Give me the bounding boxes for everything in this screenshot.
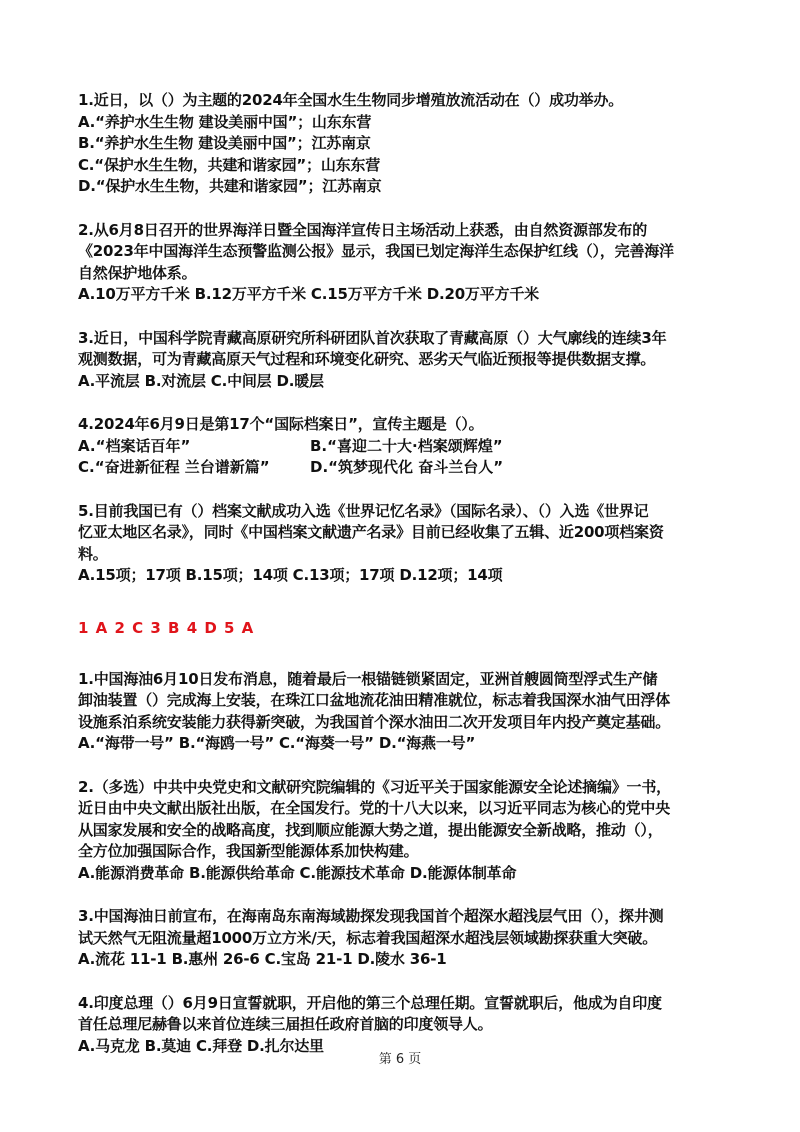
question-stem-line: 从国家发展和安全的战略高度，找到顺应能源大势之道，提出能源安全新战略，推动（）， bbox=[78, 820, 663, 839]
question-1 bbox=[78, 90, 734, 198]
question-stem-line: 5.目前我国已有（）档案文献成功入选《世界记忆名录》（国际名录）、（）入选《世界记 bbox=[78, 501, 649, 520]
question-stem-line: 3.近日，中国科学院青藏高原研究所科研团队首次获取了青藏高原（）大气廓线的连续3年 bbox=[78, 328, 667, 347]
option-b: B.“喜迎二十大·档案颂辉煌” bbox=[310, 436, 503, 455]
question-options: A.“海带一号” B.“海鸥一号” C.“海葵一号” D.“海燕一号” bbox=[78, 734, 476, 752]
question-stem-line: 近日由中央文献出版社出版，在全国发行。党的十八大以来，以习近平同志为核心的党中央 bbox=[78, 799, 671, 817]
question-stem-line: 试天然气无阻流量超1000万立方米/天，标志着我国超深水超浅层领域勘探获重大突破。 bbox=[78, 928, 658, 947]
question-stem: 1.近日，以（）为主题的2024年全国水生生物同步增殖放流活动在（）成功举办。 bbox=[78, 91, 624, 109]
question-4 bbox=[78, 414, 734, 479]
question-stem-line: 2.从6月8日召开的世界海洋日暨全国海洋宣传日主场活动上获悉，由自然资源部发布的 bbox=[78, 220, 648, 239]
option-c: C.“保护水生生物，共建和谐家园”；山东东营 bbox=[78, 155, 381, 174]
question-3 bbox=[78, 328, 734, 393]
question-1 bbox=[78, 669, 734, 755]
option-d: D.“筑梦现代化 奋斗兰台人” bbox=[310, 458, 504, 476]
question-stem-line: 1.中国海油6月10日发布消息，随着最后一根锚链锁紧固定，亚洲首艘圆筒型浮式生产储 bbox=[78, 669, 658, 688]
option-a: A.“档案话百年” bbox=[78, 436, 191, 455]
option-d: D.“保护水生生物，共建和谐家园”；江苏南京 bbox=[78, 177, 382, 195]
options-row bbox=[78, 457, 734, 479]
question-3 bbox=[78, 906, 734, 971]
page-content bbox=[78, 90, 734, 1079]
page-number: 第 6 页 bbox=[378, 1052, 422, 1067]
question-options: A.流花 11-1 B.惠州 26-6 C.宝岛 21-1 D.陵水 36-1 bbox=[78, 950, 447, 968]
question-options: A.平流层 B.对流层 C.中间层 D.暖层 bbox=[78, 371, 324, 390]
question-options: A.15项；17项 B.15项；14项 C.13项；17项 D.12项；14项 bbox=[78, 566, 503, 584]
question-stem-line: 观测数据，可为青藏高原天气过程和环境变化研究、恶劣天气临近预报等提供数据支撑。 bbox=[78, 350, 656, 368]
question-5 bbox=[78, 501, 734, 587]
question-2 bbox=[78, 777, 734, 885]
question-stem: 4.2024年6月9日是第17个“国际档案日”，宣传主题是（）。 bbox=[78, 415, 484, 433]
question-stem-line: 2.（多选）中共中央党史和文献研究院编辑的《习近平关于国家能源安全论述摘编》一书， bbox=[78, 777, 671, 796]
option-c: C.“奋进新征程 兰台谱新篇” bbox=[78, 458, 270, 476]
answer-key: 1 A 2 C 3 B 4 D 5 A bbox=[78, 618, 255, 637]
option-a: A.“养护水生生物 建设美丽中国”；山东东营 bbox=[78, 112, 372, 131]
question-2 bbox=[78, 220, 734, 306]
options-row bbox=[78, 436, 734, 458]
question-stem-line: 3.中国海油日前宣布，在海南岛东南海域勘探发现我国首个超深水超浅层气田（），探井测 bbox=[78, 907, 664, 925]
question-stem-line: 料。 bbox=[78, 544, 108, 563]
question-options: A.能源消费革命 B.能源供给革命 C.能源技术革命 D.能源体制革命 bbox=[78, 863, 517, 882]
question-stem-line: 首任总理尼赫鲁以来首位连续三届担任政府首脑的印度领导人。 bbox=[78, 1015, 493, 1033]
question-stem-line: 《2023年中国海洋生态预警监测公报》显示，我国已划定海洋生态保护红线（），完善海洋 bbox=[78, 242, 674, 260]
question-stem-line: 4.印度总理（）6月9日宣誓就职，开启他的第三个总理任期。宣誓就职后，他成为自印度 bbox=[78, 993, 662, 1012]
question-options: A.马克龙 B.莫迪 C.拜登 D.扎尔达里 bbox=[78, 1036, 324, 1055]
question-stem-line: 忆亚太地区名录》，同时《中国档案文献遗产名录》目前已经收集了五辑、近200项档案资 bbox=[78, 523, 664, 541]
question-stem-line: 设施系泊系统安装能力获得新突破，为我国首个深水油田二次开发项目年内投产奠定基础。 bbox=[78, 712, 671, 731]
question-stem-line: 卸油装置（）完成海上安装，在珠江口盆地流花油田精准就位，标志着我国深水油气田浮体 bbox=[78, 691, 671, 709]
question-stem-line: 全方位加强国际合作，我国新型能源体系加快构建。 bbox=[78, 842, 419, 860]
question-options: A.10万平方千米 B.12万平方千米 C.15万平方千米 D.20万平方千米 bbox=[78, 285, 539, 303]
question-stem-line: 自然保护地体系。 bbox=[78, 263, 197, 282]
option-b: B.“养护水生生物 建设美丽中国”；江苏南京 bbox=[78, 134, 371, 152]
